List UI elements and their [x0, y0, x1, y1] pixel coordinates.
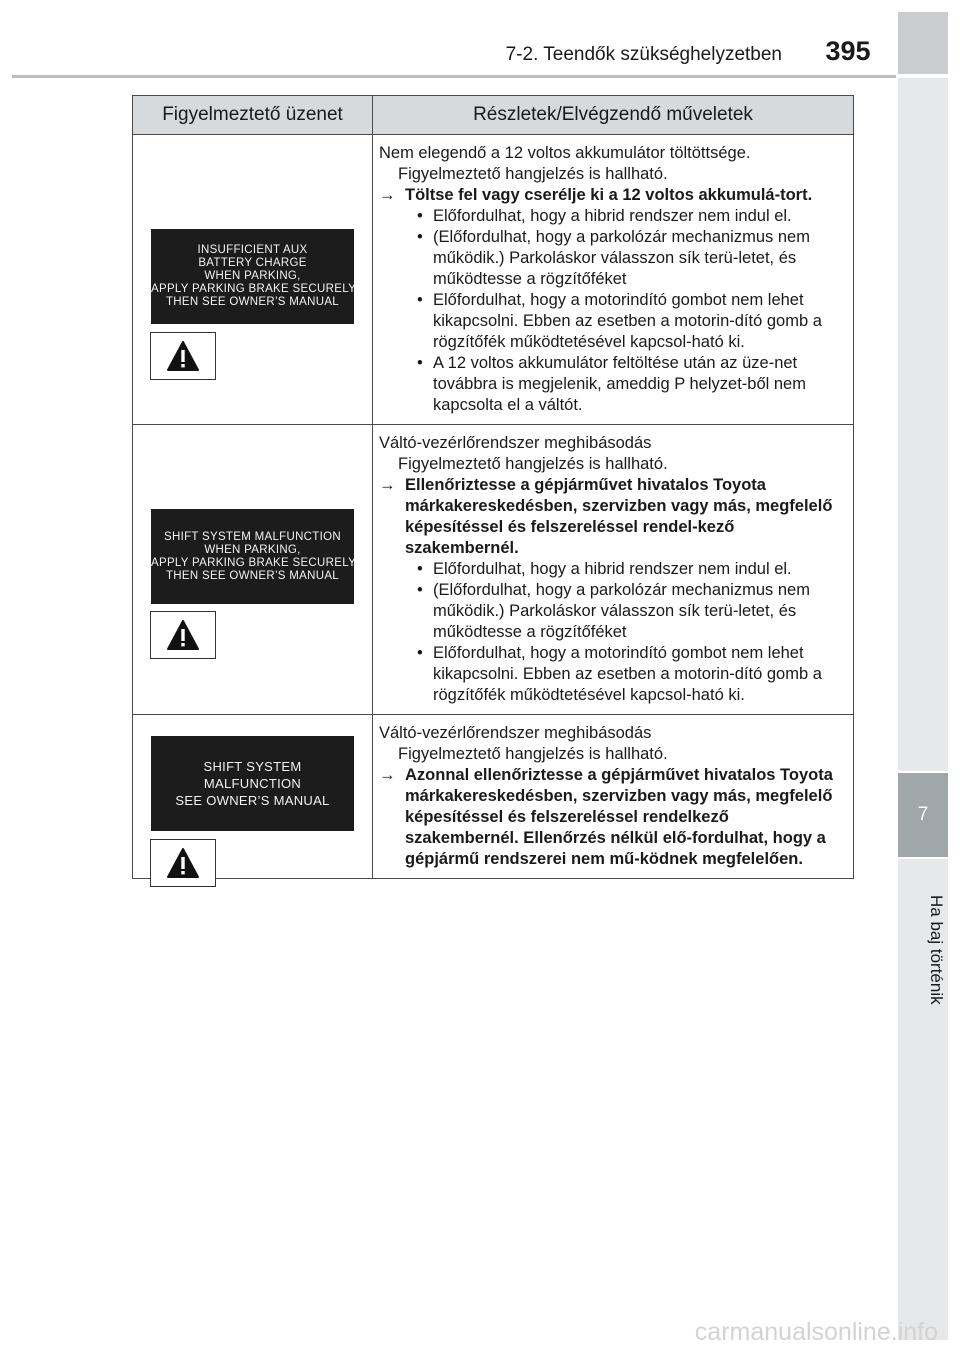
- message-text: Nem elegendő a 12 voltos akkumulátor töltöttsége.: [379, 144, 751, 162]
- display-line: THEN SEE OWNER’S MANUAL: [165, 569, 340, 582]
- display-line: THEN SEE OWNER’S MANUAL: [165, 296, 340, 308]
- display-line: SEE OWNER’S MANUAL: [175, 793, 330, 808]
- details-cell: [373, 135, 854, 425]
- dashboard-display: [151, 509, 357, 604]
- details-cell: [373, 425, 854, 715]
- dashboard-display: [151, 736, 354, 831]
- action-text: [379, 475, 843, 559]
- table-row: [133, 135, 854, 425]
- list-item: • A 12 voltos akkumulátor feltöltése után az üze-net továbbra is megjelenik, ameddig P helyzet-ből nem kapcsolta el a váltót.: [413, 353, 843, 416]
- note-text: Figyelmeztető hangjelzés is hallható.: [398, 455, 668, 473]
- list-item: • (Előfordulhat, hogy a parkolózár mechanizmus nem működik.) Parkoláskor válasszon sík terü-letet, és működtesse a rögzítőféket: [413, 580, 843, 643]
- list-item: • Előfordulhat, hogy a motorindító gombot nem lehet kikapcsolni. Ebben az esetben a motorin-dító gomb a rögzítőfék működtetésével kapcsol-ható ki.: [413, 290, 843, 353]
- note-text: Figyelmeztető hangjelzés is hallható.: [398, 745, 668, 763]
- display-line: WHEN PARKING,: [204, 543, 301, 556]
- display-line: APPLY PARKING BRAKE SECURELY: [151, 283, 357, 295]
- warning-messages-table: [132, 95, 854, 879]
- message-image-cell: [133, 425, 373, 715]
- display-line: INSUFFICIENT AUX: [197, 244, 308, 256]
- table-row: [133, 425, 854, 715]
- display-line: APPLY PARKING BRAKE SECURELY: [151, 556, 357, 569]
- chapter-label: Ha baj történik: [927, 895, 946, 1005]
- arrow-icon: →: [379, 186, 396, 204]
- chapter-tab[interactable]: 7: [898, 773, 948, 857]
- display-line: BATTERY CHARGE: [198, 257, 307, 269]
- watermark: carmanualsonline.info: [694, 1318, 938, 1346]
- action-text: [379, 185, 843, 206]
- header-rule: [12, 75, 896, 78]
- column-header-message: Figyelmeztető üzenet: [133, 96, 373, 135]
- details-cell: [373, 715, 854, 879]
- list-item: • (Előfordulhat, hogy a parkolózár mechanizmus nem működik.) Parkoláskor válasszon sík terü-letet, és működtesse a rögzítőféket: [413, 227, 843, 290]
- message-image-cell: [133, 135, 373, 425]
- display-line: MALFUNCTION: [203, 776, 302, 791]
- display-line: WHEN PARKING,: [204, 270, 301, 282]
- table-header-row: [133, 96, 854, 135]
- bullet-list: [379, 206, 843, 416]
- list-item: • Előfordulhat, hogy a hibrid rendszer nem indul el.: [413, 559, 843, 580]
- warning-triangle-icon: [150, 839, 216, 887]
- side-tab-upper: [898, 78, 948, 771]
- action-label: Azonnal ellenőriztesse a gépjárművet hivatalos Toyota márkakereskedésben, szervizben vagy más, megfelelő képesítéssel és felszereléssel rendelkező szakembernél. Ellenőrzés nélkül elő-fordulhat, hogy a gépjármű rendszerei nem mű-ködnek megfelelően.: [405, 766, 833, 868]
- page-number: 395: [825, 36, 871, 66]
- table-row: [133, 715, 854, 879]
- dashboard-display: [151, 229, 357, 324]
- warning-triangle-icon: [150, 332, 216, 380]
- message-text: Váltó-vezérlőrendszer meghibásodás: [379, 434, 652, 452]
- section-title: 7-2. Teendők szükséghelyzetben: [505, 44, 782, 65]
- list-item: • Előfordulhat, hogy a hibrid rendszer nem indul el.: [413, 206, 843, 227]
- note-text: Figyelmeztető hangjelzés is hallható.: [398, 165, 668, 183]
- message-image-cell: [133, 715, 373, 879]
- action-label: Töltse fel vagy cserélje ki a 12 voltos akkumulá-tort.: [405, 186, 813, 204]
- arrow-icon: →: [379, 476, 396, 494]
- display-line: SHIFT SYSTEM MALFUNCTION: [164, 530, 341, 543]
- action-label: Ellenőriztesse a gépjárművet hivatalos Toyota márkakereskedésben, szervizben vagy más, megfelelő képesítéssel és felszereléssel rendel-kező szakembernél.: [405, 476, 833, 557]
- action-text: [379, 765, 843, 870]
- arrow-icon: →: [379, 766, 396, 784]
- display-line: SHIFT SYSTEM: [203, 759, 302, 774]
- column-header-details: Részletek/Elvégzendő műveletek: [373, 96, 854, 135]
- side-tab-top: [898, 12, 948, 74]
- message-text: Váltó-vezérlőrendszer meghibásodás: [379, 724, 652, 742]
- list-item: • Előfordulhat, hogy a motorindító gombot nem lehet kikapcsolni. Ebben az esetben a motorin-dító gomb a rögzítőfék működtetésével kapcsol-ható ki.: [413, 643, 843, 706]
- bullet-list: [379, 559, 843, 706]
- warning-triangle-icon: [150, 611, 216, 659]
